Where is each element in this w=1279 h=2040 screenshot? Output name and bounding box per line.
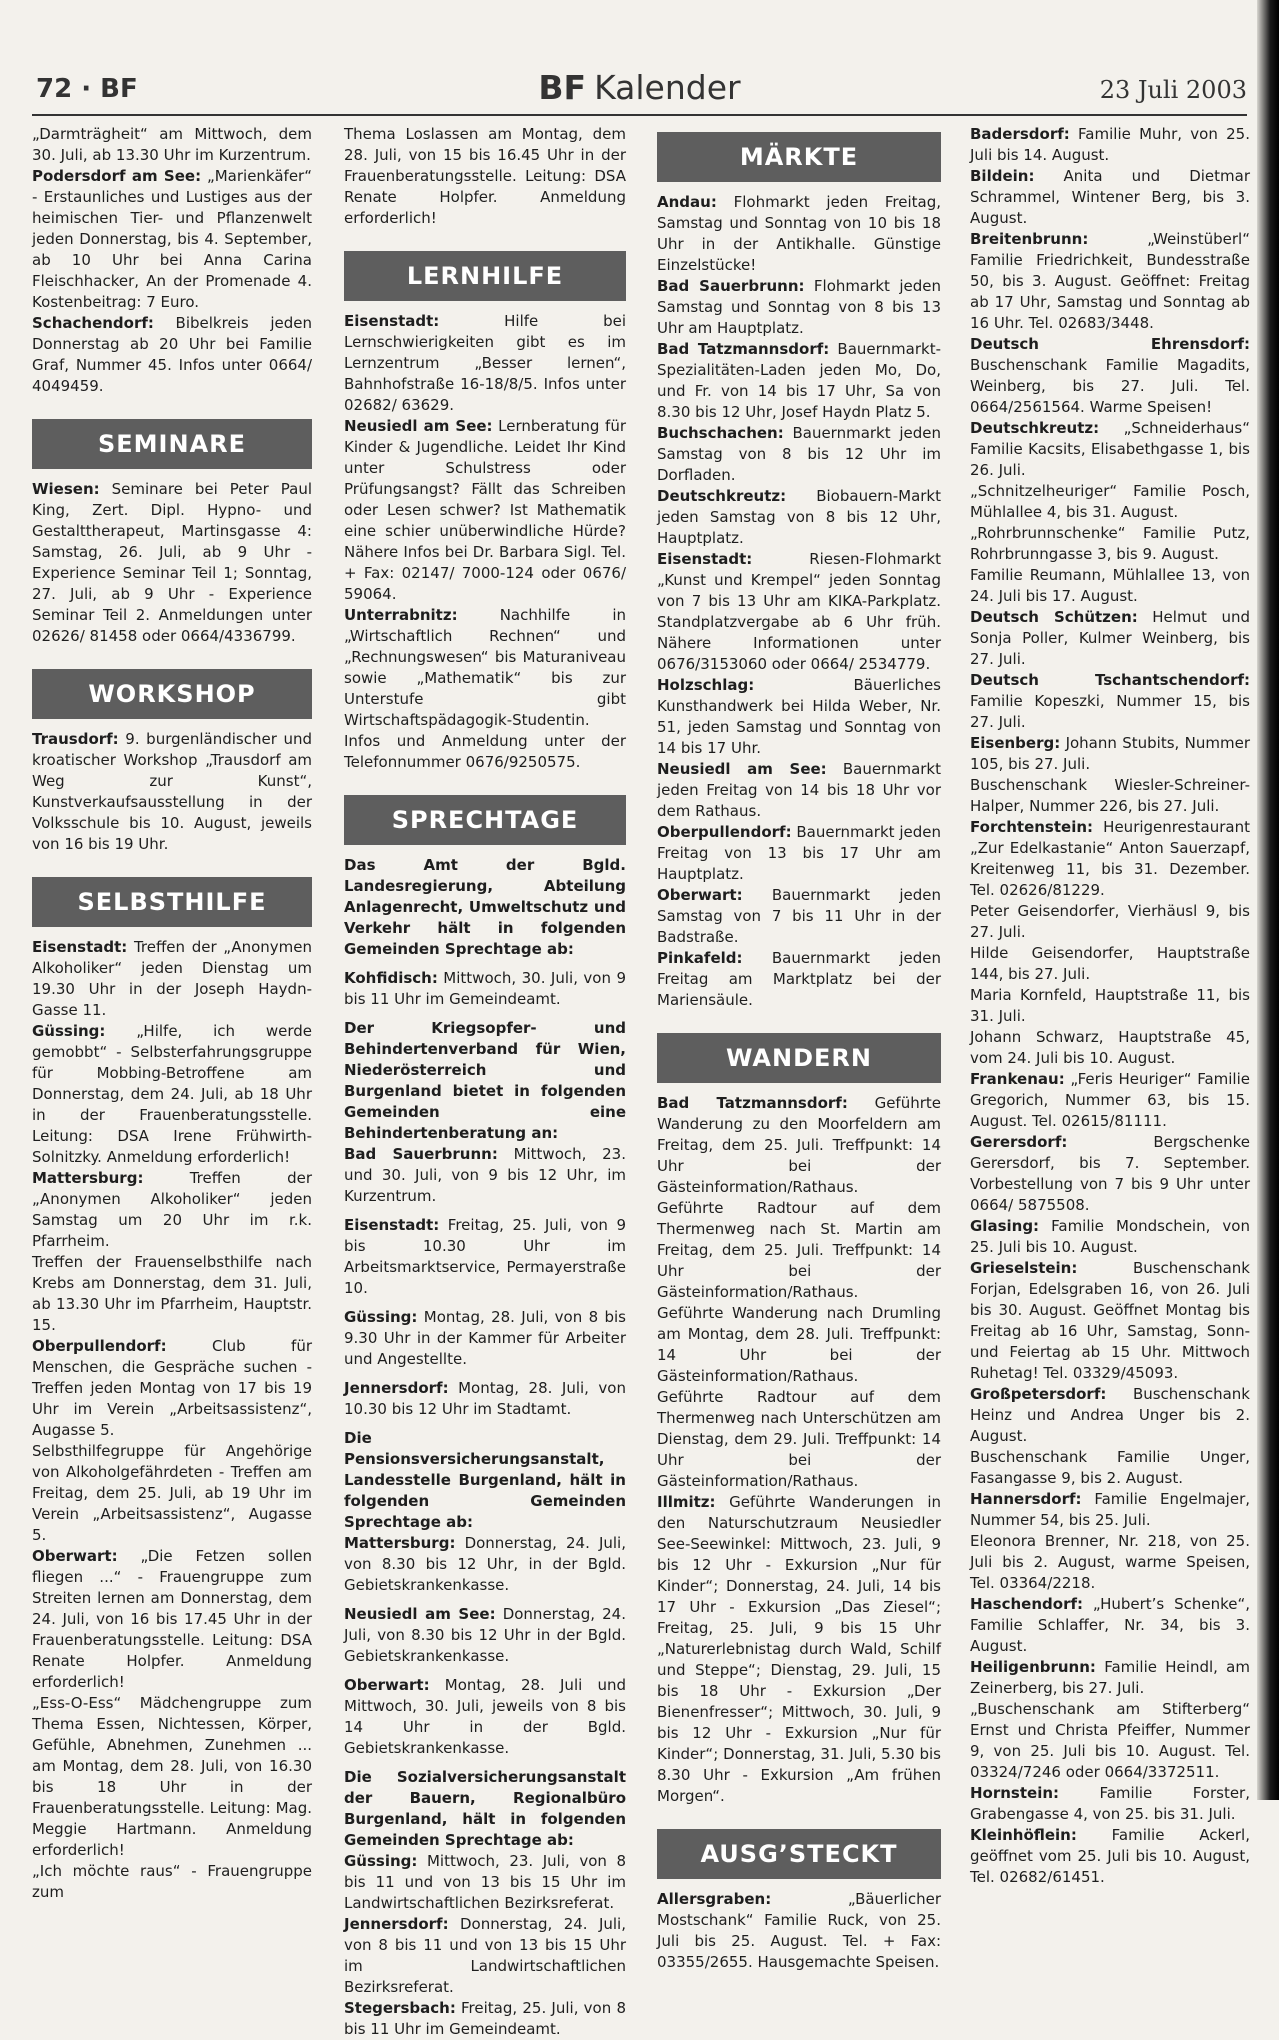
listing: Jennersdorf: Donnerstag, 24. Juli, von 8 bis 11 und von 13 bis 15 Uhr im Landwirtschaftlichen Bezirksreferat. bbox=[344, 1915, 626, 1996]
column-4 bbox=[970, 124, 1250, 1886]
listing: Bad Tatzmannsdorf: Geführte Wanderung zu den Moorfeldern am Freitag, dem 25. Juli. Treffpunkt: 14 Uhr bei der Gästeinformation/Rathaus. bbox=[657, 1094, 941, 1196]
listing: Familie Reumann, Mühlallee 13, von 24. Juli bis 17. August. bbox=[970, 566, 1250, 605]
column-3 bbox=[657, 124, 942, 1971]
listing: Oberpullendorf: Club für Menschen, die Gespräche suchen - Treffen jeden Montag von 17 bis 19 Uhr im Verein „Arbeitsassistenz“, Augasse 5. bbox=[32, 1337, 312, 1439]
listing: Jennersdorf: Montag, 28. Juli, von 10.30 bis 12 Uhr im Stadtamt. bbox=[344, 1379, 626, 1418]
section-heading-selbsthilfe: SELBSTHILFE bbox=[32, 877, 312, 927]
listing: „Darmträgheit“ am Mittwoch, dem 30. Juli, ab 13.30 Uhr im Kurzentrum. bbox=[32, 125, 312, 164]
listing: Treffen der Frauenselbsthilfe nach Krebs am Donnerstag, dem 31. Juli, ab 13.30 Uhr im Pfarrheim, Hauptstr. 15. bbox=[32, 1253, 312, 1334]
listing: Bad Sauerbrunn: Flohmarkt jeden Samstag und Sonntag von 8 bis 13 Uhr am Hauptplatz. bbox=[657, 277, 941, 337]
listing: „Ess-O-Ess“ Mädchengruppe zum Thema Essen, Nichtessen, Körper, Gefühle, Abnehmen, Zunehmen ... am Montag, dem 28. Juli, von 16.30 bis 18 Uhr in der Frauenberatungsstelle. Leitung: Mag. Meggie Hartmann. Anmeldung erforderlich! bbox=[32, 1694, 312, 1859]
listing: Geführte Wanderung nach Drumling am Montag, dem 28. Juli. Treffpunkt: 14 Uhr bei der Gästeinformation/Rathaus. bbox=[657, 1304, 941, 1385]
listing: „Schnitzelheuriger“ Familie Posch, Mühlallee 4, bis 31. August. bbox=[970, 482, 1250, 521]
intro-paragraph: Der Kriegsopfer- und Behindertenverband für Wien, Niederösterreich und Burgenland bietet in folgenden Gemeinden eine Behindertenberatung an: bbox=[344, 1019, 626, 1142]
listing: Breitenbrunn: „Weinstüberl“ Familie Friedrichkeit, Bundesstraße 50, bis 3. August. Geöffnet: Freitag ab 17 Uhr, Samstag und Sonntag ab 16 Uhr. Tel. 02683/3448. bbox=[970, 230, 1250, 332]
issue-date: 23 Juli 2003 bbox=[1099, 76, 1247, 104]
intro-paragraph: Das Amt der Bgld. Landesregierung, Abteilung Anlagenrecht, Umweltschutz und Verkehr hält in folgenden Gemeinden Sprechtage ab: bbox=[344, 856, 626, 958]
listing: Oberpullendorf: Bauernmarkt jeden Freitag von 13 bis 17 Uhr am Hauptplatz. bbox=[657, 823, 941, 883]
listing: Maria Kornfeld, Hauptstraße 11, bis 31. Juli. bbox=[970, 986, 1250, 1025]
listing: Bad Sauerbrunn: Mittwoch, 23. und 30. Juli, von 9 bis 12 Uhr, im Kurzentrum. bbox=[344, 1145, 626, 1205]
listing: Forchtenstein: Heurigenrestaurant „Zur Edelkastanie“ Anton Sauerzapf, Kreitenweg 11, bis 31. Dezember. Tel. 02626/81229. bbox=[970, 818, 1250, 899]
page-number: 72 · BF bbox=[36, 74, 138, 104]
listing: Holzschlag: Bäuerliches Kunsthandwerk bei Hilda Weber, Nr. 51, jeden Samstag und Sonntag von 14 bis 17 Uhr. bbox=[657, 676, 941, 757]
page-header bbox=[32, 70, 1247, 116]
listing: Deutsch Tschantschendorf: Familie Kopeszki, Nummer 15, bis 27. Juli. bbox=[970, 671, 1250, 731]
listing: Deutschkreutz: „Schneiderhaus“ Familie Kacsits, Elisabethgasse 1, bis 26. Juli. bbox=[970, 419, 1250, 479]
listing: Bildein: Anita und Dietmar Schrammel, Wintener Berg, bis 3. August. bbox=[970, 167, 1250, 227]
listing: Eisenstadt: Freitag, 25. Juli, von 9 bis 10.30 Uhr im Arbeitsmarktservice, Permayerstraße 10. bbox=[344, 1216, 626, 1297]
listing: Deutsch Ehrensdorf: Buschenschank Familie Magadits, Weinberg, bis 27. Juli. Tel. 0664/2561564. Warme Speisen! bbox=[970, 335, 1250, 416]
listing: Pinkafeld: Bauernmarkt jeden Freitag am Marktplatz bei der Mariensäule. bbox=[657, 949, 941, 1009]
listing: Peter Geisendorfer, Vierhäusl 9, bis 27. Juli. bbox=[970, 902, 1250, 941]
section-heading-ausgsteckt: AUSG’STECKT bbox=[657, 1829, 941, 1879]
listing: Andau: Flohmarkt jeden Freitag, Samstag und Sonntag von 10 bis 18 Uhr in der Antikhalle. Günstige Einzelstücke! bbox=[657, 193, 941, 274]
listing: Mattersburg: Treffen der „Anonymen Alkoholiker“ jeden Samstag um 20 Uhr im r.k. Pfarrheim. bbox=[32, 1169, 312, 1250]
column-2 bbox=[344, 124, 626, 2038]
listing: Haschendorf: „Hubert’s Schenke“, Familie Schlaffer, Nr. 34, bis 3. August. bbox=[970, 1595, 1250, 1655]
section-heading-sprechtage: SPRECHTAGE bbox=[344, 795, 626, 845]
listing: Eisenstadt: Hilfe bei Lernschwierigkeiten gibt es im Lernzentrum „Besser lernen“, Bahnhofstraße 16-18/8/5. Infos unter 02682/ 63629. bbox=[344, 312, 626, 414]
listing: Güssing: Montag, 28. Juli, von 8 bis 9.30 Uhr in der Kammer für Arbeiter und Angestellte. bbox=[344, 1308, 626, 1368]
listing: Selbsthilfegruppe für Angehörige von Alkoholgefährdeten - Treffen am Freitag, dem 25. Juli, ab 19 Uhr im Verein „Arbeitsassistenz“, Augasse 5. bbox=[32, 1442, 312, 1544]
listing: Eisenstadt: Riesen-Flohmarkt „Kunst und Krempel“ jeden Sonntag von 7 bis 13 Uhr am KIKA-Parkplatz. Standplatzvergabe ab 6 Uhr früh. Nähere Informationen unter 0676/3153060 oder 0664/ 2534779. bbox=[657, 550, 941, 673]
listing: „Buschenschank am Stifterberg“ Ernst und Christa Pfeiffer, Nummer 9, von 25. Juli bis 10. August. Tel. 03324/7246 oder 0664/3372511. bbox=[970, 1700, 1250, 1781]
listing: Neusiedl am See: Donnerstag, 24. Juli, von 8.30 bis 12 Uhr in der Bgld. Gebietskrankenkasse. bbox=[344, 1605, 626, 1665]
listing: Geführte Radtour auf dem Thermenweg nach Unterschützen am Dienstag, dem 29. Juli. Treffpunkt: 14 Uhr bei der Gästeinformation/Rathaus. bbox=[657, 1388, 941, 1490]
section-heading-lernhilfe: LERNHILFE bbox=[344, 251, 626, 301]
listing: Trausdorf: 9. burgenländischer und kroatischer Workshop „Trausdorf am Weg zur Kunst“, Kunstverkaufsausstellung in der Volksschule bis 10. August, jeweils von 16 bis 19 Uhr. bbox=[32, 730, 312, 853]
listing: Glasing: Familie Mondschein, von 25. Juli bis 10. August. bbox=[970, 1217, 1250, 1256]
page-edge-shadow bbox=[1257, 0, 1279, 1800]
listing: Frankenau: „Feris Heuriger“ Familie Gregorich, Nummer 63, bis 15. August. Tel. 02615/81111. bbox=[970, 1070, 1250, 1130]
listing: Podersdorf am See: „Marienkäfer“ - Erstaunliches und Lustiges aus der heimischen Tier- und Pflanzenwelt jeden Donnerstag, bis 4. September, ab 10 Uhr bei Anna Carina Fleischhacker, An der Promenade 4. Kostenbeitrag: 7 Euro. bbox=[32, 167, 312, 311]
section-heading-seminare: SEMINARE bbox=[32, 419, 312, 469]
listing: Stegersbach: Freitag, 25. Juli, von 8 bis 11 Uhr im Gemeindeamt. bbox=[344, 1999, 626, 2038]
masthead-brand: BF bbox=[538, 68, 587, 107]
intro-paragraph: Die Sozialversicherungsanstalt der Bauern, Regionalbüro Burgenland, hält in folgenden Gemeinden Sprechtage ab: bbox=[344, 1768, 626, 1849]
listing: „Ich möchte raus“ - Frauengruppe zum bbox=[32, 1862, 312, 1901]
listing: Buschenschank Familie Unger, Fasangasse 9, bis 2. August. bbox=[970, 1448, 1250, 1487]
listing: Schachendorf: Bibelkreis jeden Donnerstag ab 20 Uhr bei Familie Graf, Nummer 45. Infos unter 0664/ 4049459. bbox=[32, 314, 312, 395]
listing: Buchschachen: Bauernmarkt jeden Samstag von 8 bis 12 Uhr im Dorfladen. bbox=[657, 424, 941, 484]
intro-paragraph: Die Pensionsversicherungsanstalt, Landesstelle Burgenland, hält in folgenden Gemeinden Sprechtage ab: bbox=[344, 1429, 626, 1531]
listing: Güssing: Mittwoch, 23. Juli, von 8 bis 11 und von 13 bis 15 Uhr im Landwirtschaftlichen Bezirksreferat. bbox=[344, 1852, 626, 1912]
listing: Eisenberg: Johann Stubits, Nummer 105, bis 27. Juli. bbox=[970, 734, 1250, 773]
listing: Hilde Geisendorfer, Hauptstraße 144, bis 27. Juli. bbox=[970, 944, 1250, 983]
listing: Wiesen: Seminare bei Peter Paul King, Zert. Dipl. Hypno- und Gestalttherapeut, Martinsgasse 4: Samstag, 26. Juli, ab 9 Uhr - Experience Seminar Teil 1; Sonntag, 27. Juli, ab 9 Uhr - Experience Seminar Teil 2. Anmeldungen unter 02626/ 81458 oder 0664/4336799. bbox=[32, 480, 312, 645]
listing: Eleonora Brenner, Nr. 218, von 25. Juli bis 2. August, warme Speisen, Tel. 03364/2218. bbox=[970, 1532, 1250, 1592]
section-masthead bbox=[32, 68, 1247, 107]
listing: Unterrabnitz: Nachhilfe in „Wirtschaftlich Rechnen“ und „Rechnungswesen“ bis Maturaniveau sowie „Mathematik“ bis zur Unterstufe gibt Wirtschaftspädagogik-Studentin. Infos und Anmeldung unter der Telefonnummer 0676/9250575. bbox=[344, 606, 626, 771]
listing: „Rohrbrunnschenke“ Familie Putz, Rohrbrunngasse 3, bis 9. August. bbox=[970, 524, 1250, 563]
listing: Deutschkreutz: Biobauern-Markt jeden Samstag von 8 bis 12 Uhr, Hauptplatz. bbox=[657, 487, 941, 547]
listing: Oberwart: Bauernmarkt jeden Samstag von 7 bis 11 Uhr in der Badstraße. bbox=[657, 886, 941, 946]
section-heading-maerkte: MÄRKTE bbox=[657, 132, 941, 182]
listing: Neusiedl am See: Bauernmarkt jeden Freitag von 14 bis 18 Uhr vor dem Rathaus. bbox=[657, 760, 942, 820]
listing: Hannersdorf: Familie Engelmajer, Nummer 54, bis 25. Juli. bbox=[970, 1490, 1250, 1529]
listing: Deutsch Schützen: Helmut und Sonja Poller, Kulmer Weinberg, bis 27. Juli. bbox=[970, 608, 1250, 668]
listing: Neusiedl am See: Lernberatung für Kinder & Jugendliche. Leidet Ihr Kind unter Schulstress oder Prüfungsangst? Fällt das Schreiben oder Lesen schwer? Ist Mathematik eine schier unüberwindliche Hürde? Nähere Infos bei Dr. Barbara Sigl. Tel. + Fax: 02147/ 7000-124 oder 0676/ 59064. bbox=[344, 417, 626, 603]
listing: Hornstein: Familie Forster, Grabengasse 4, von 25. bis 31. Juli. bbox=[970, 1784, 1250, 1823]
listing: Allersgraben: „Bäuerlicher Mostschank“ Familie Ruck, von 25. Juli bis 25. August. Tel. + Fax: 03355/2655. Hausgemachte Speisen. bbox=[657, 1890, 941, 1971]
masthead-title: Kalender bbox=[594, 68, 741, 107]
listing: Bad Tatzmannsdorf: Bauernmarkt-Spezialitäten-Laden jeden Mo, Do, und Fr. von 14 bis 17 Uhr, Sa von 8.30 bis 12 Uhr, Josef Haydn Platz 5. bbox=[657, 340, 941, 421]
section-heading-wandern: WANDERN bbox=[657, 1033, 941, 1083]
listing: Kohfidisch: Mittwoch, 30. Juli, von 9 bis 11 Uhr im Gemeindeamt. bbox=[344, 969, 626, 1008]
listing: Badersdorf: Familie Muhr, von 25. Juli bis 14. August. bbox=[970, 125, 1250, 164]
listing: Oberwart: „Die Fetzen sollen fliegen ...“ - Frauengruppe zum Streiten lernen am Donnerstag, dem 24. Juli, von 16 bis 17.45 Uhr in der Frauenberatungsstelle. Leitung: DSA Renate Holpfer. Anmeldung erforderlich! bbox=[32, 1547, 312, 1691]
listing: Oberwart: Montag, 28. Juli und Mittwoch, 30. Juli, jeweils von 8 bis 14 Uhr in der Bgld. Gebietskrankenkasse. bbox=[344, 1676, 626, 1757]
column-1 bbox=[32, 124, 312, 1901]
listing: Güssing: „Hilfe, ich werde gemobbt“ - Selbsterfahrungsgruppe für Mobbing-Betroffene am Donnerstag, dem 24. Juli, ab 18 Uhr in der Frauenberatungsstelle. Leitung: DSA Irene Frühwirth-Solnitzky. Anmeldung erforderlich! bbox=[32, 1022, 312, 1166]
listing: Großpetersdorf: Buschenschank Heinz und Andrea Unger bis 2. August. bbox=[970, 1385, 1250, 1445]
listing: Thema Loslassen am Montag, dem 28. Juli, von 15 bis 16.45 Uhr in der Frauenberatungsstelle. Leitung: DSA Renate Holpfer. Anmeldung erforderlich! bbox=[344, 125, 626, 227]
listing: Geführte Radtour auf dem Thermenweg nach St. Martin am Freitag, dem 25. Juli. Treffpunkt: 14 Uhr bei der Gästeinformation/Rathaus. bbox=[657, 1199, 941, 1301]
listing: Illmitz: Geführte Wanderungen in den Naturschutzraum Neusiedler See-Seewinkel: Mittwoch, 23. Juli, 9 bis 12 Uhr - Exkursion „Nur für Kinder“; Donnerstag, 24. Juli, 14 bis 17 Uhr - Exkursion „Das Ziesel“; Freitag, 25. Juli, 9 bis 15 Uhr „Naturerlebnistag durch Wald, Schilf und Steppe“; Dienstag, 29. Juli, 15 bis 18 Uhr - Exkursion „Der Bienenfresser“; Mittwoch, 30. Juli, 9 bis 12 Uhr - Exkursion „Nur für Kinder“; Donnerstag, 31. Juli, 5.30 bis 8.30 Uhr - Exkursion „Am frühen Morgen“. bbox=[657, 1493, 941, 1805]
listing: Mattersburg: Donnerstag, 24. Juli, von 8.30 bis 12 Uhr, in der Bgld. Gebietskrankenkasse. bbox=[344, 1534, 626, 1594]
listing: Buschenschank Wiesler-Schreiner-Halper, Nummer 226, bis 27. Juli. bbox=[970, 776, 1250, 815]
listing: Eisenstadt: Treffen der „Anonymen Alkoholiker“ jeden Dienstag um 19.30 Uhr in der Joseph Haydn-Gasse 11. bbox=[32, 938, 312, 1019]
listing: Kleinhöflein: Familie Ackerl, geöffnet vom 25. Juli bis 10. August, Tel. 02682/61451. bbox=[970, 1826, 1250, 1886]
listing: Gerersdorf: Bergschenke Gerersdorf, bis 7. September. Vorbestellung von 7 bis 9 Uhr unter 0664/ 5875508. bbox=[970, 1133, 1250, 1214]
listing: Grieselstein: Buschenschank Forjan, Edelsgraben 16, von 26. Juli bis 30. August. Geöffnet Montag bis Freitag ab 16 Uhr, Samstag, Sonn- und Feiertag ab 15 Uhr. Mittwoch Ruhetag! Tel. 03329/45093. bbox=[970, 1259, 1250, 1382]
section-heading-workshop: WORKSHOP bbox=[32, 669, 312, 719]
listing: Johann Schwarz, Hauptstraße 45, vom 24. Juli bis 10. August. bbox=[970, 1028, 1250, 1067]
listing: Heiligenbrunn: Familie Heindl, am Zeinerberg, bis 27. Juli. bbox=[970, 1658, 1250, 1697]
